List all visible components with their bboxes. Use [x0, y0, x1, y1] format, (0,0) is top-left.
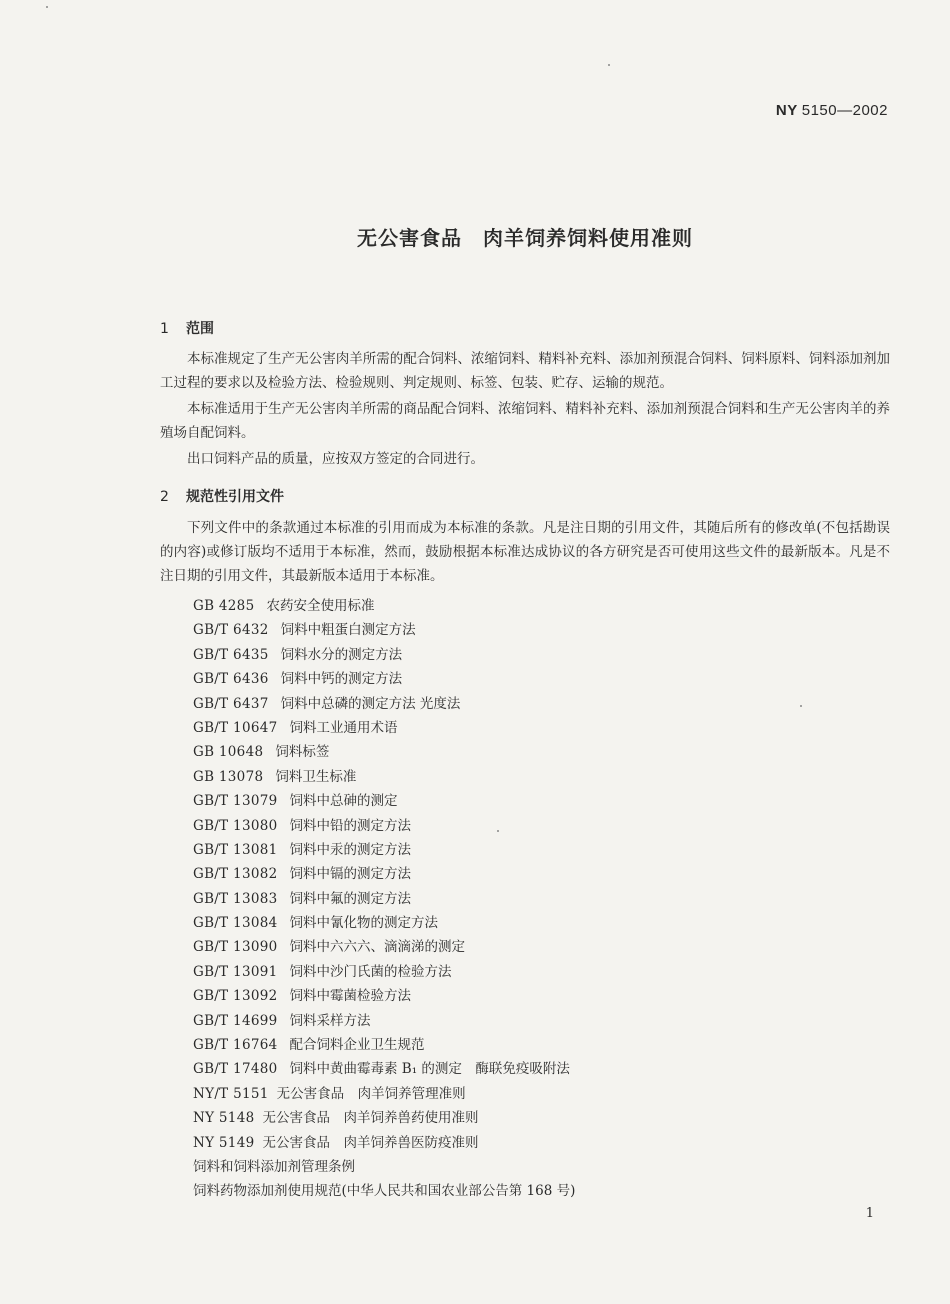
reference-item — [193, 765, 575, 789]
reference-code: GB/T 13079 — [193, 793, 278, 810]
reference-item — [193, 814, 575, 838]
reference-title: 配合饲料企业卫生规范 — [289, 1037, 425, 1054]
reference-title: 无公害食品 肉羊饲养管理准则 — [276, 1085, 466, 1102]
reference-code: NY 5149 — [193, 1134, 255, 1151]
reference-title: 饲料药物添加剂使用规范(中华人民共和国农业部公告第 168 号) — [193, 1183, 576, 1200]
reference-item — [193, 618, 575, 642]
reference-item — [193, 887, 575, 911]
reference-item — [193, 984, 575, 1008]
reference-item — [193, 643, 575, 667]
reference-item — [193, 862, 575, 886]
reference-list — [193, 594, 575, 1204]
reference-item — [193, 594, 575, 618]
section-1-paragraph-2: 本标准适用于生产无公害肉羊所需的商品配合饲料、浓缩饲料、精料补充料、添加剂预混合饲料和生产无公害肉羊的养殖场自配饲料。 — [160, 401, 890, 441]
reference-item — [193, 911, 575, 935]
reference-item — [193, 1131, 575, 1155]
reference-code: GB/T 10647 — [193, 719, 278, 736]
scan-speck — [800, 705, 802, 707]
reference-title: 饲料中镉的测定方法 — [289, 866, 411, 883]
reference-title: 饲料中六六六、滴滴涕的测定 — [289, 939, 465, 956]
scan-speck — [497, 830, 499, 832]
reference-code: GB 4285 — [193, 598, 255, 614]
section-1-paragraph-1: 本标准规定了生产无公害肉羊所需的配合饲料、浓缩饲料、精料补充料、添加剂预混合饲料、饲料原料、饲料添加剂加工过程的要求以及检验方法、检验规则、判定规则、标签、包装、贮存、运输的规范。 — [160, 351, 890, 391]
reference-title: 无公害食品 肉羊饲养兽医防疫准则 — [262, 1134, 479, 1151]
reference-code: GB/T 13092 — [193, 988, 278, 1005]
page-number: 1 — [865, 1206, 874, 1221]
reference-title: 饲料中黄曲霉毒素 B₁ 的测定 酶联免疫吸附法 — [289, 1061, 570, 1078]
reference-code: NY/T 5151 — [193, 1085, 269, 1102]
scan-speck — [608, 64, 610, 66]
reference-title: 饲料中总磷的测定方法 光度法 — [280, 695, 461, 712]
reference-title: 饲料中霉菌检验方法 — [289, 988, 411, 1005]
reference-item — [193, 1009, 575, 1033]
reference-title: 饲料水分的测定方法 — [280, 646, 403, 663]
reference-code: GB/T 6436 — [193, 671, 269, 688]
reference-item — [193, 789, 575, 813]
reference-item — [193, 1057, 575, 1081]
section-2-heading — [160, 486, 284, 506]
section-title: 范围 — [186, 321, 214, 337]
reference-code: GB/T 13080 — [193, 817, 278, 834]
reference-item — [193, 935, 575, 959]
reference-code: GB/T 13083 — [193, 890, 278, 907]
reference-code: GB/T 13084 — [193, 915, 278, 932]
reference-title: 饲料采样方法 — [289, 1012, 371, 1029]
reference-code: NY 5148 — [193, 1110, 255, 1127]
standard-id — [776, 102, 888, 119]
reference-code: GB/T 16764 — [193, 1037, 278, 1054]
reference-title: 饲料中汞的测定方法 — [289, 841, 411, 858]
reference-code: GB 13078 — [193, 768, 264, 785]
reference-item — [193, 838, 575, 862]
reference-item — [193, 1106, 575, 1130]
reference-title: 农药安全使用标准 — [266, 598, 375, 614]
section-2-paragraph-1: 下列文件中的条款通过本标准的引用而成为本标准的条款。凡是注日期的引用文件，其随后所有的修改单(不包括勘误的内容)或修订版均不适用于本标准，然而，鼓励根据本标准达成协议的各方研究是否可使用这些文件的最新版本。凡是不注日期的引用文件，其最新版本适用于本标准。 — [160, 520, 890, 584]
reference-title: 饲料中沙门氏菌的检验方法 — [289, 963, 452, 980]
document-title: 无公害食品 肉羊饲养饲料使用准则 — [357, 226, 693, 250]
reference-code: GB/T 13091 — [193, 963, 278, 980]
reference-code: GB/T 13082 — [193, 866, 278, 883]
reference-item — [193, 740, 575, 764]
reference-title: 饲料卫生标准 — [275, 768, 357, 785]
reference-item — [193, 667, 575, 691]
reference-item — [193, 1179, 575, 1203]
reference-title: 饲料中氟的测定方法 — [289, 890, 411, 907]
reference-item — [193, 1082, 575, 1106]
scan-speck — [46, 6, 48, 8]
section-number: 2 — [160, 489, 169, 505]
section-number: 1 — [160, 321, 169, 337]
reference-title: 无公害食品 肉羊饲养兽药使用准则 — [262, 1110, 479, 1127]
reference-title: 饲料工业通用术语 — [289, 719, 398, 736]
reference-code: GB/T 13081 — [193, 841, 278, 858]
reference-item — [193, 1033, 575, 1057]
reference-title: 饲料中粗蛋白测定方法 — [280, 622, 416, 639]
reference-code: GB/T 17480 — [193, 1061, 278, 1078]
reference-code: GB 10648 — [193, 744, 264, 761]
reference-item — [193, 1155, 575, 1179]
reference-title: 饲料标签 — [275, 744, 330, 761]
standard-number: 5150—2002 — [801, 102, 888, 119]
section-1-heading — [160, 318, 214, 338]
reference-code: GB/T 6432 — [193, 622, 269, 639]
reference-item — [193, 716, 575, 740]
reference-code: GB/T 14699 — [193, 1012, 278, 1029]
section-title: 规范性引用文件 — [186, 489, 284, 505]
reference-title: 饲料中钙的测定方法 — [280, 671, 403, 688]
standard-prefix: NY — [775, 102, 798, 119]
reference-item — [193, 960, 575, 984]
reference-title: 饲料中总砷的测定 — [289, 793, 398, 810]
section-1-paragraph-3: 出口饲料产品的质量，应按双方签定的合同进行。 — [187, 451, 484, 467]
reference-title: 饲料中氰化物的测定方法 — [289, 915, 438, 932]
reference-title: 饲料中铅的测定方法 — [289, 817, 411, 834]
reference-code: GB/T 6437 — [193, 695, 269, 712]
reference-code: GB/T 13090 — [193, 939, 278, 956]
reference-title: 饲料和饲料添加剂管理条例 — [193, 1158, 355, 1175]
reference-item — [193, 692, 575, 716]
reference-code: GB/T 6435 — [193, 646, 269, 663]
